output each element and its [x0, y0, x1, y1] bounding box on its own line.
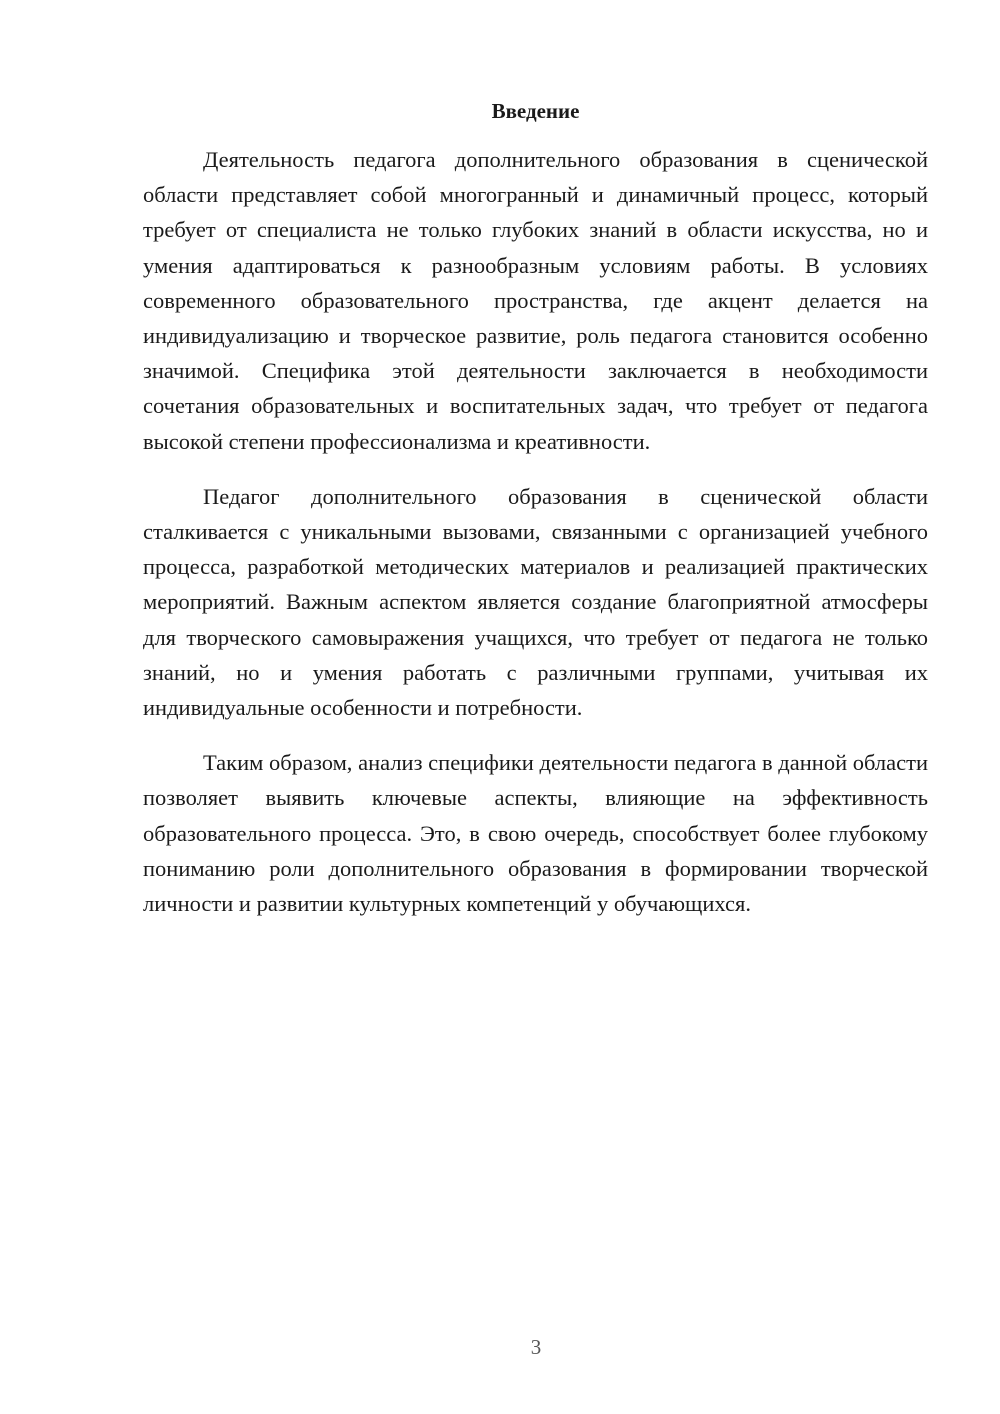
page-number: 3 [530, 1335, 542, 1359]
paragraph-2: Педагог дополнительного образования в сценической области сталкивается с уникальными вызовами, связанными с организацией учебного процесса, разработкой методических материалов и реализацией практических мероприятий. Важным аспектом является создание благоприятной атмосферы для творческого самовыражения учащихся, что требует от педагога не только знаний, но и умения работать с различными группами, учитывая их индивидуальные особенности и потребности. [143, 483, 928, 721]
body-text [143, 142, 928, 921]
paragraph-1: Деятельность педагога дополнительного образования в сценической области представляет собой многогранный и динамичный процесс, который требует от специалиста не только глубоких знаний в области искусства, но и умения адаптироваться к разнообразным условиям работы. В условиях современного образовательного пространства, где акцент делается на индивидуализацию и творческое развитие, роль педагога становится особенно значимой. Специфика этой деятельности заключается в необходимости сочетания образовательных и воспитательных задач, что требует от педагога высокой степени профессионализма и креативности. [143, 147, 928, 454]
paragraph-3: Таким образом, анализ специфики деятельности педагога в данной области позволяет выявить ключевые аспекты, влияющие на эффективность образовательного процесса. Это, в свою очередь, способствует более глубокому пониманию роли дополнительного образования в формировании творческой личности и развитии культурных компетенций у обучающихся. [143, 750, 928, 917]
page-title: Введение [491, 99, 580, 123]
